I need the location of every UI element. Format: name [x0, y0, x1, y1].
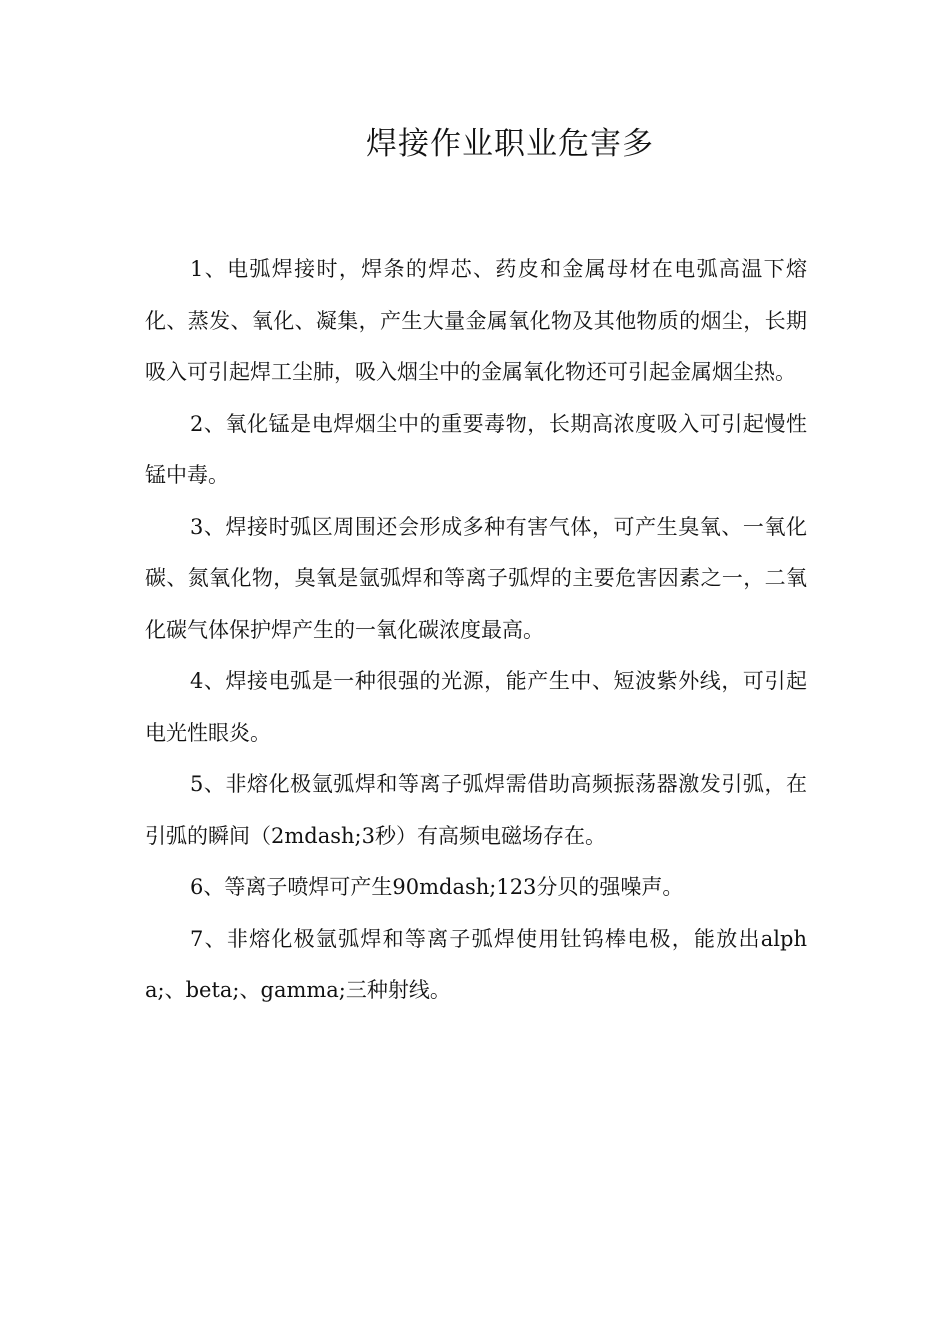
- paragraph-7: 7、非熔化极氩弧焊和等离子弧焊使用钍钨棒电极，能放出alpha;、beta;、gamma;三种射线。: [145, 926, 807, 1002]
- paragraph-4: 4、焊接电弧是一种很强的光源，能产生中、短波紫外线，可引起电光性眼炎。: [145, 669, 807, 745]
- document-title: 焊接作业职业危害多: [366, 126, 654, 162]
- document-body: [145, 244, 807, 1017]
- paragraph-5: 5、非熔化极氩弧焊和等离子弧焊需借助高频振荡器激发引弧，在引弧的瞬间（2mdash;3秒）有高频电磁场存在。: [145, 772, 807, 848]
- paragraph-6: 6、等离子喷焊可产生90mdash;123分贝的强噪声。: [190, 875, 684, 899]
- paragraph-2: 2、氧化锰是电焊烟尘中的重要毒物，长期高浓度吸入可引起慢性锰中毒。: [145, 411, 807, 487]
- paragraph-3: 3、焊接时弧区周围还会形成多种有害气体，可产生臭氧、一氧化碳、氮氧化物，臭氧是氩弧焊和等离子弧焊的主要危害因素之一，二氧化碳气体保护焊产生的一氧化碳浓度最高。: [145, 514, 807, 642]
- paragraph-1: 1、电弧焊接时，焊条的焊芯、药皮和金属母材在电弧高温下熔化、蒸发、氧化、凝集，产生大量金属氧化物及其他物质的烟尘，长期吸入可引起焊工尘肺，吸入烟尘中的金属氧化物还可引起金属烟尘热。: [145, 257, 807, 384]
